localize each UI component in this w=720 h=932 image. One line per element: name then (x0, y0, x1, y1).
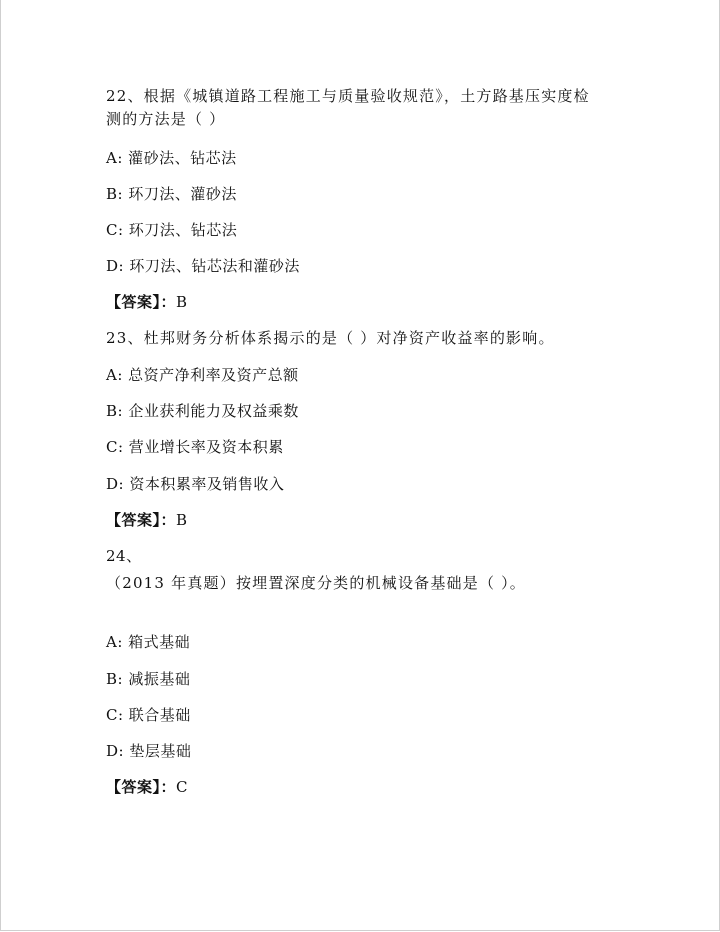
question-23-text-line-1: 23、杜邦财务分析体系揭示的是（ ）对净资产收益率的影响。 (106, 329, 555, 347)
question-24-text-line-1: （2013 年真题）按埋置深度分类的机械设备基础是（ ）。 (106, 574, 527, 592)
question-23-option-a: A: 总资产净利率及资产总额 (106, 366, 299, 384)
question-22-text-line-2: 测的方法是（ ） (106, 110, 226, 128)
question-23-option-d: D: 资本积累率及销售收入 (106, 475, 285, 493)
question-24-number: 24、 (106, 547, 142, 565)
answer-value: B (176, 293, 188, 311)
question-22-option-b: B: 环刀法、灌砂法 (106, 185, 237, 203)
question-22-text-line-1: 22、根据《城镇道路工程施工与质量验收规范》，土方路基压实度检 (106, 87, 590, 105)
answer-value: C (176, 778, 188, 796)
answer-label: 【答案】： (106, 293, 177, 311)
question-22-option-a: A: 灌砂法、钻芯法 (106, 149, 237, 167)
question-24-option-a: A: 箱式基础 (106, 633, 191, 651)
question-23-answer (106, 510, 188, 530)
question-24-option-d: D: 垫层基础 (106, 742, 192, 760)
question-24-option-c: C: 联合基础 (106, 706, 191, 724)
question-24-option-b: B: 减振基础 (106, 670, 191, 688)
answer-value: B (176, 511, 188, 529)
question-22-answer (106, 292, 188, 312)
question-22-option-d: D: 环刀法、钻芯法和灌砂法 (106, 257, 300, 275)
answer-label: 【答案】： (106, 778, 177, 796)
answer-label: 【答案】： (106, 511, 177, 529)
question-23-option-c: C: 营业增长率及资本积累 (106, 438, 284, 456)
question-22-option-c: C: 环刀法、钻芯法 (106, 221, 238, 239)
question-24-answer (106, 777, 188, 797)
question-23-option-b: B: 企业获利能力及权益乘数 (106, 402, 299, 420)
